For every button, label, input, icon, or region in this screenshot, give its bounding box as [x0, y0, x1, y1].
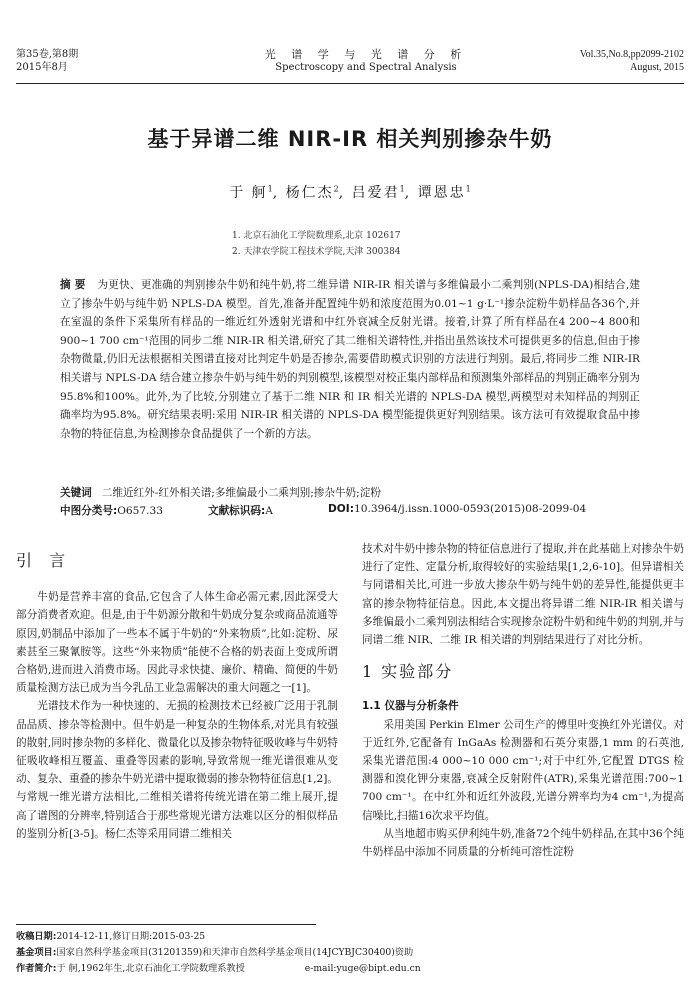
header-rule	[16, 83, 684, 84]
document-code	[208, 503, 273, 518]
doi	[328, 503, 586, 515]
paper-title: 基于异谱二维 NIR-IR 相关判别掺杂牛奶	[147, 127, 553, 151]
author-separator: ,	[272, 185, 280, 201]
author-bio-value: 于 舸,1962年生,北京石油化工学院数理系教授	[56, 963, 245, 974]
clc-number	[60, 503, 163, 518]
author-bio-label: 作者简介:	[16, 963, 57, 974]
author-affil-mark: 1	[399, 184, 405, 194]
body-paragraph: 牛奶是营养丰富的食品,它包含了人体生命必需元素,因此深受大部分消费者欢迎。但是,由于牛奶源分散和牛奶成分复杂或商品流通等原因,奶制品中添加了一些本不属于牛奶的“外来物质”,比如:淀粉、尿素甚至三聚氰胺等。这些“外来物质”能使不合格的奶表面上变成所谓合格奶,进而进入消费市场。因此寻求快捷、廉价、精确、简便的牛奶质量检测方法已成为当今乳品工业急需解决的重大问题之一[1]。	[16, 591, 338, 695]
body-paragraph: 采用美国 Perkin Elmer 公司生产的傅里叶变换红外光谱仪。对于近红外,它配备有 InGaAs 检测器和石英分束器,1 mm 的石英池,采集光谱范围:4 000~10 000 cm⁻¹;对于中红外,它配置 DTGS 检测器和溴化钾分束器,衰减全反射附件(ATR),采集光谱范围:700~1 700 cm⁻¹。在中红外和近红外波段,光谱分辨率均为4 cm⁻¹,为提高信噪比,扫描16次求平均值。	[362, 718, 684, 822]
left-column	[16, 540, 338, 843]
keywords-label: 关键词	[60, 487, 92, 499]
body-paragraph: 光谱技术作为一种快速的、无损的检测技术已经被广泛用于乳制品品质、掺杂等检测中。但牛奶是一种复杂的生物体系,对光具有较强的散射,同时掺杂物的多样化、微量化以及掺杂物特征吸收峰与牛奶特征吸收峰相互覆盖、重叠等因素的影响,导致常规一维光谱很难从变动、复杂、重叠的掺杂牛奶光谱中提取微弱的掺杂物特征信息[1,2]。与常规一维光谱方法相比,二维相关谱将传统光谱在第二维上展开,提高了谱图的分辨率,特别适合于那些常规光谱方法难以区分的相似样品的鉴别分析[3-5]。杨仁杰等采用同谱二维相关	[16, 700, 338, 840]
running-header	[16, 48, 684, 82]
issue-info-en	[484, 48, 684, 74]
doi-label: DOI:	[328, 503, 354, 515]
right-column	[362, 540, 684, 861]
section-heading-introduction: 引 言	[16, 551, 72, 570]
volume-issue: 第35卷,第8期	[16, 49, 79, 60]
subsection-heading-instruments: 1.1 仪器与分析条件	[362, 700, 459, 713]
footnote-rule	[16, 924, 316, 925]
fund-label: 基金项目:	[16, 947, 57, 958]
received-value: 2014-12-11,修订日期:2015-03-25	[56, 931, 206, 942]
author-bio	[16, 961, 686, 977]
journal-name-cn: 光 谱 学 与 光 谱 分 析	[264, 48, 468, 61]
footnotes	[16, 929, 686, 977]
author-name: 谭恩忠	[417, 185, 466, 201]
journal-name-en: Spectroscopy and Spectral Analysis	[275, 62, 457, 73]
keywords	[60, 484, 640, 502]
author-affil-mark: 1	[465, 184, 471, 194]
section-heading-experiment: 1 实验部分	[362, 662, 454, 682]
author-list	[0, 182, 700, 202]
author-name: 于 舸	[229, 185, 268, 201]
author-separator: ,	[404, 185, 412, 201]
fund-value: 国家自然科学基金项目(31201359)和天津市自然科学基金项目(14JCYBJC30400)资助	[56, 947, 414, 958]
abstract-text: 为更快、更准确的判别掺杂牛奶和纯牛奶,将二维异谱 NIR-IR 相关谱与多维偏最小二乘判别(NPLS-DA)相结合,建立了掺杂牛奶与纯牛奶 NPLS-DA 模型。首先,准备并配置纯牛奶和浓度范围为0.01~1 g·L⁻¹掺杂淀粉牛奶样品各36个,并在室温的条件下采集所有样品的一维近红外透射光谱和中红外衰减全反射光谱。接着,计算了所有样品在4 200~4 800和900~1 700 cm⁻¹范围的同步二维 NIR-IR 相关谱,研究了其二维相关谱特性,并指出虽然该技术可提供更多的信息,但由于掺杂物微量,仍旧无法根据相关图谱直接对比判定牛奶是否掺杂,需要借助模式识别的方法进行判别。最后,将同步二维 NIR-IR 相关谱与 NPLS-DA 结合建立掺杂牛奶与纯牛奶的判别模型,该模型对校正集内部样品和预测集外部样品的判别正确率分别为95.8%和100%。此外,为了比较,分别建立了基于二维 NIR 和 IR 相关光谱的 NPLS-DA 模型,两模型对未知样品的判别正确率均为95.8%。研究结果表明:采用 NIR-IR 相关谱的 NPLS-DA 模型能提供更好判别结果。该方法可有效提取食品中掺杂物的特征信息,为检测掺杂食品提供了一个新的方法。	[60, 279, 640, 440]
journal-name	[236, 48, 496, 74]
affiliation-1: 1. 北京石油化工学院数理系,北京 102617	[232, 231, 401, 241]
body-paragraph: 技术对牛奶中掺杂物的特征信息进行了提取,并在此基础上对掺杂牛奶进行了定性、定量分析,取得较好的实验结果[1,2,6-10]。但异谱相关与同谱相关比,可进一步放大掺杂牛奶与纯牛奶的差异性,能提供更丰富的掺杂物特征信息。因此,本文提出将异谱二维 NIR-IR 相关谱与多维偏最小二乘判别法相结合实现掺杂淀粉牛奶和纯牛奶的判别,并与同谱二维 NIR、二维 IR 相关谱的判别结果进行了对比分析。	[362, 543, 684, 647]
volume-pages-en: Vol.35,No.8,pp2099-2102	[579, 49, 684, 60]
received-label: 收稿日期:	[16, 931, 57, 942]
author-name: 吕爱君	[351, 185, 400, 201]
body-paragraph: 从当地超市购买伊利纯牛奶,准备72个纯牛奶样品,在其中36个纯牛奶样品中添加不同质量的分析纯可溶性淀粉	[362, 827, 684, 859]
abstract	[60, 276, 640, 443]
author-email[interactable]: e-mail:yuge@bipt.edu.cn	[304, 963, 421, 974]
funding	[16, 945, 686, 961]
author-name: 杨仁杰	[285, 185, 334, 201]
clc-label: 中图分类号:	[60, 505, 118, 517]
issue-date: 2015年8月	[16, 62, 68, 73]
author-separator: ,	[338, 185, 346, 201]
affiliations	[232, 228, 401, 260]
issue-date-en: August, 2015	[630, 62, 684, 73]
received-date	[16, 929, 686, 945]
doi-link[interactable]: 10.3964/j.issn.1000-0593(2015)08-2099-04	[353, 503, 587, 515]
keywords-text: 二维近红外-红外相关谱;多维偏最小二乘判别;掺杂牛奶;淀粉	[101, 487, 381, 499]
author-affil-mark: 2	[333, 184, 339, 194]
author-affil-mark: 1	[267, 184, 273, 194]
doc-code-value: A	[265, 505, 273, 517]
abstract-label: 摘 要	[60, 279, 86, 291]
issue-info	[16, 48, 206, 74]
clc-value: O657.33	[117, 505, 163, 517]
affiliation-2: 2. 天津农学院工程技术学院,天津 300384	[232, 247, 401, 257]
doc-code-label: 文献标识码:	[208, 505, 266, 517]
